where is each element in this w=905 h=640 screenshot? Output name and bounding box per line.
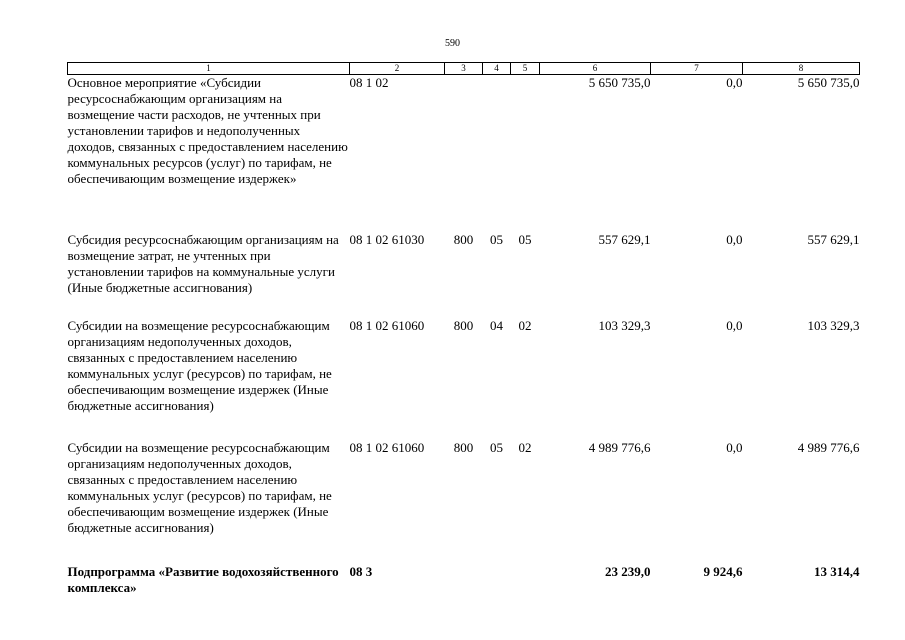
row-sum2: 0,0: [726, 232, 743, 247]
row-sum: 4 989 776,6: [588, 440, 651, 455]
row-rz: 05: [490, 232, 503, 247]
table-header-row: [68, 63, 860, 75]
row-sum3: 4 989 776,6: [797, 440, 860, 455]
header-col-1: 1: [68, 63, 350, 75]
row-name: Основное мероприятие «Субсидии ресурсоснабжающим организациям на возмещение части расходов, не учтенных при установлении тарифов и недополученных доходов, связанных с предоставлением населению коммунальных ресурсов (услуг) по тарифам, не обеспечивающим возмещение издержек»: [67, 75, 348, 186]
budget-table: [67, 62, 860, 598]
row-rz: [483, 75, 511, 233]
table-row: [68, 75, 860, 233]
row-sum3: 557 629,1: [807, 232, 860, 247]
row-code: 08 1 02 61060: [349, 318, 425, 333]
header-col-8: 8: [743, 63, 860, 75]
row-pr: 02: [518, 318, 532, 333]
row-sum2: 9 924,6: [703, 564, 743, 579]
table-row: [68, 440, 860, 564]
header-col-4: 4: [483, 63, 511, 75]
row-sum: 5 650 735,0: [588, 75, 651, 90]
row-sum2: 0,0: [726, 75, 743, 90]
row-sum3: 103 329,3: [807, 318, 860, 333]
row-vr: [445, 564, 483, 598]
page-number: 590: [445, 38, 460, 49]
row-sum3: 13 314,4: [814, 564, 860, 579]
header-col-6: 6: [540, 63, 651, 75]
row-code: 08 1 02 61030: [349, 232, 425, 247]
row-name: Субсидия ресурсоснабжающим организациям на возмещение затрат, не учтенных при установлении тарифов на коммунальные услуги (Иные бюджетные ассигнования): [67, 232, 339, 295]
row-vr: 800: [453, 232, 474, 247]
row-name: Субсидии на возмещение ресурсоснабжающим организациям недополученных доходов, связанных с предоставлением населению коммунальных услуг (ресурсов) по тарифам, не обеспечивающим возмещение издержек (Иные бюджетные ассигнования): [67, 440, 332, 535]
row-sum3: 5 650 735,0: [797, 75, 860, 90]
row-sum2: 0,0: [726, 440, 743, 455]
row-pr: 05: [518, 232, 532, 247]
row-code: 08 1 02: [349, 75, 389, 90]
row-sum: 103 329,3: [598, 318, 651, 333]
header-col-5: 5: [511, 63, 540, 75]
row-sum: 557 629,1: [598, 232, 651, 247]
row-sum: 23 239,0: [605, 564, 651, 579]
row-pr: 02: [518, 440, 532, 455]
row-vr: 800: [453, 318, 474, 333]
row-pr: [511, 564, 540, 598]
table-row-subprogram: [68, 564, 860, 598]
row-pr: [511, 75, 540, 233]
header-col-2: 2: [350, 63, 445, 75]
row-vr: 800: [453, 440, 474, 455]
table-row: [68, 232, 860, 318]
row-vr: [445, 75, 483, 233]
row-rz: 04: [490, 318, 503, 333]
row-sum2: 0,0: [726, 318, 743, 333]
row-code: 08 1 02 61060: [349, 440, 425, 455]
row-name: Подпрограмма «Развитие водохозяйственного комплекса»: [67, 564, 339, 595]
row-rz: 05: [490, 440, 503, 455]
row-code: 08 3: [349, 564, 373, 579]
header-col-3: 3: [445, 63, 483, 75]
table-row: [68, 318, 860, 440]
header-col-7: 7: [651, 63, 743, 75]
row-name: Субсидии на возмещение ресурсоснабжающим организациям недополученных доходов, связанных с предоставлением населению коммунальных услуг (ресурсов) по тарифам, не обеспечивающим возмещение издержек (Иные бюджетные ассигнования): [67, 318, 332, 413]
row-rz: [483, 564, 511, 598]
